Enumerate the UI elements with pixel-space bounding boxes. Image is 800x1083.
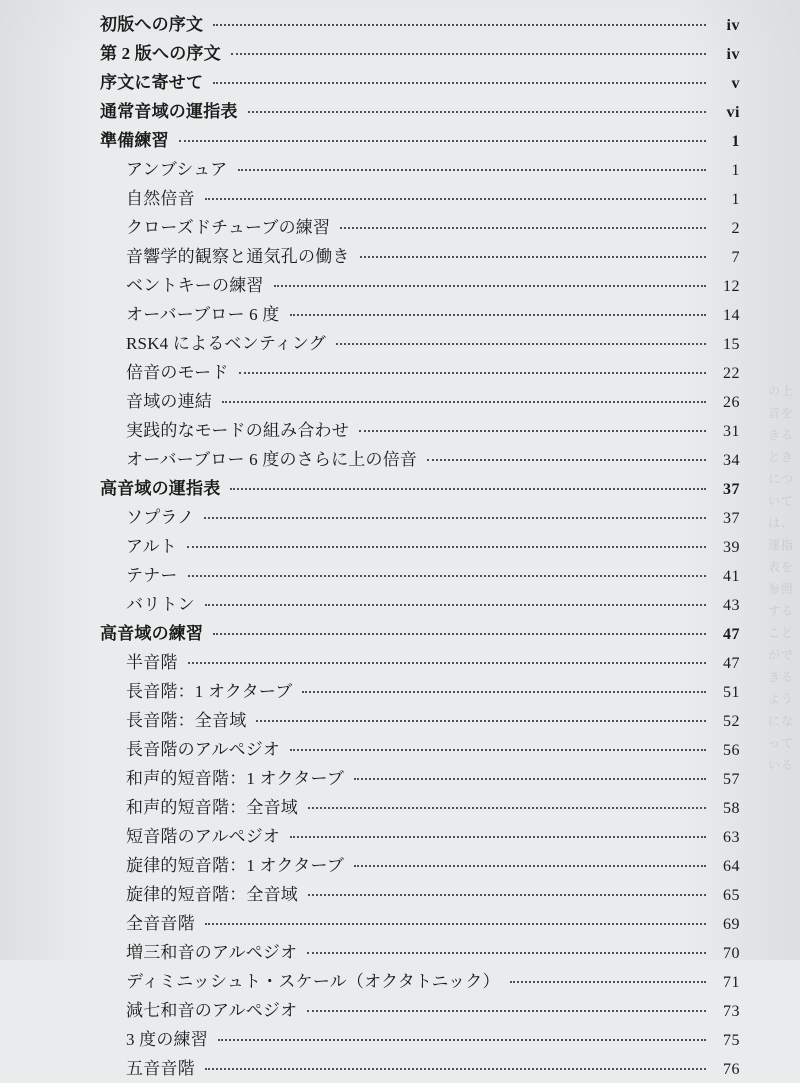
toc-page-number: v [731,75,740,92]
toc-entry-label: 和声的短音階：全音域 [126,798,298,817]
toc-entry-label: オーバーブロー 6 度 [126,305,280,324]
toc-page-number: 57 [723,771,740,788]
toc-page-number: 75 [723,1032,740,1049]
toc-entry-label: 五音音階 [126,1059,195,1078]
toc-page-number: 47 [723,626,740,643]
toc-entry[interactable] [100,503,740,532]
toc-leader-dots [213,81,706,84]
toc-page-number: 47 [723,655,740,672]
toc-page-number: 12 [723,278,740,295]
toc-entry[interactable] [100,938,740,967]
toc-leader-dots [290,835,706,838]
toc-entry-label: クローズドチューブの練習 [126,218,331,237]
bleed-through-line: きる [767,428,794,442]
toc-leader-dots [307,1009,706,1012]
toc-entry[interactable] [100,735,740,764]
toc-leader-dots [274,284,706,287]
toc-page-number: 1 [731,191,740,208]
toc-leader-dots [238,168,707,171]
toc-entry-label: ベントキーの練習 [126,276,264,295]
toc-leader-dots [188,574,706,577]
toc-page-number: iv [726,46,740,63]
toc-leader-dots [188,661,706,664]
toc-page-number: 37 [723,510,740,527]
toc-entry[interactable] [100,387,740,416]
bleed-through-line: 表を [767,560,794,574]
toc-entry-label: アルト [126,537,177,556]
toc-leader-dots [354,777,706,780]
toc-entry[interactable] [100,68,740,97]
toc-entry-label: 半音階 [126,653,178,672]
toc-page-number: 76 [723,1061,740,1078]
toc-page-number: 73 [723,1003,740,1020]
toc-leader-dots [187,545,706,548]
bleed-through-line: とき [767,450,794,464]
toc-entry-label: 自然倍音 [126,189,195,208]
toc-leader-dots [230,487,706,490]
toc-entry-label: 減七和音のアルペジオ [126,1001,298,1020]
bleed-through-line: につ [768,472,794,486]
toc-entry[interactable] [100,561,740,590]
toc-entry-label: テナー [126,566,178,585]
toc-entry-label: 長音階：1 オクターブ [126,682,293,701]
toc-page-number: 1 [731,162,740,179]
toc-page-number: 64 [723,858,740,875]
toc-entry-label: RSK4 によるベンティング [126,334,326,353]
toc-entry-label: ディミニッシュト・スケール（オクタトニック） [126,972,500,991]
toc-entry[interactable] [100,764,740,793]
toc-entry-label: ソプラノ [126,508,195,527]
toc-entry-label: 通常音域の運指表 [100,102,238,121]
toc-entry[interactable] [100,590,740,619]
toc-leader-dots [510,980,706,983]
bleed-through-line: いる [767,758,794,772]
toc-leader-dots [213,632,706,635]
toc-leader-dots [231,52,706,55]
toc-entry[interactable] [100,793,740,822]
toc-page-number: 39 [723,539,740,556]
toc-entry-label: オーバーブロー 6 度のさらに上の倍音 [126,450,418,469]
toc-entry-label: 音域の連結 [126,392,212,411]
toc-page-number: 22 [723,365,740,382]
toc-entry-label: 高音域の練習 [100,624,204,643]
toc-entry-label: 第 2 版への序文 [100,44,221,63]
toc-entry-label: 長音階のアルペジオ [126,740,281,759]
toc-leader-dots [205,603,706,606]
toc-page-number: 43 [723,597,740,614]
toc-page-number: 63 [723,829,740,846]
toc-page-number: 41 [723,568,740,585]
toc-leader-dots [308,806,706,809]
toc-page-number: 37 [723,481,740,498]
toc-entry[interactable] [100,880,740,909]
bleed-through-line: の上 [767,384,794,398]
toc-page-number: 56 [723,742,740,759]
toc-entry-label: アンブシュア [126,160,228,179]
toc-entry-label: 実践的なモードの組み合わせ [126,421,349,440]
toc-page-number: 70 [723,945,740,962]
toc-page-number: 65 [723,887,740,904]
toc-entry[interactable] [100,39,740,68]
toc-entry-label: 和声的短音階：1 オクターブ [126,769,345,788]
toc-entry-label: 増三和音のアルペジオ [126,943,298,962]
toc-leader-dots [239,371,706,374]
toc-entry[interactable] [100,532,740,561]
bleed-through-line: いて [767,494,794,508]
toc-leader-dots [308,893,706,896]
toc-leader-dots [204,516,706,519]
toc-page-number: 26 [723,394,740,411]
bleed-through-line: 音を [767,406,794,420]
toc-entry[interactable] [100,300,740,329]
toc-page-number: 69 [723,916,740,933]
bleed-through-line: がで [767,648,794,662]
toc-entry-label: 準備練習 [100,131,169,150]
toc-leader-dots [290,313,707,316]
toc-page-number: 2 [731,220,740,237]
toc-entry[interactable] [100,329,740,358]
toc-entry[interactable] [100,213,740,242]
toc-entry[interactable] [100,10,740,39]
toc-entry-label: 旋律的短音階：1 オクターブ [126,856,345,875]
toc-page-number: 1 [731,133,740,150]
toc-leader-dots [427,458,706,461]
toc-entry[interactable] [100,474,740,503]
toc-entry[interactable] [100,909,740,938]
toc-entry-label: 3 度の練習 [126,1030,208,1049]
toc-entry[interactable] [100,97,740,126]
toc-page-number: 7 [731,249,740,266]
toc-leader-dots [359,429,706,432]
toc-page-number: 51 [723,684,740,701]
bleed-through-line: 運指 [767,538,794,552]
bleed-through-line: 参照 [767,582,794,596]
toc-entry-label: 旋律的短音階：全音域 [126,885,298,904]
toc-page-number: 34 [723,452,740,469]
toc-leader-dots [222,400,706,403]
toc-entry-label: 初版への序文 [100,15,204,34]
toc-page-number: 15 [723,336,740,353]
toc-entry-label: 倍音のモード [126,363,229,382]
bleed-through-line: は、 [767,516,794,530]
toc-entry[interactable] [100,851,740,880]
toc-entry[interactable] [100,242,740,271]
toc-entry-label: 短音階のアルペジオ [126,827,281,846]
toc-entry[interactable] [100,1054,740,1083]
toc-page-number: 14 [723,307,740,324]
toc-leader-dots [307,951,706,954]
toc-leader-dots [256,719,706,722]
toc-entry[interactable] [100,619,740,648]
toc-entry-label: 長音階：全音域 [126,711,247,730]
toc-entry[interactable] [100,648,740,677]
toc-entry[interactable] [100,445,740,474]
toc-leader-dots [179,139,706,142]
bleed-through-line: って [767,736,794,750]
toc-entry[interactable] [100,967,740,996]
bleed-through-line: にな [767,714,794,728]
toc-entry[interactable] [100,996,740,1025]
toc-entry[interactable] [100,822,740,851]
toc-leader-dots [336,342,706,345]
toc-leader-dots [290,748,706,751]
toc-entry-label: 全音音階 [126,914,195,933]
toc-leader-dots [205,1067,706,1070]
toc-entry[interactable] [100,677,740,706]
bleed-through-line: よう [767,692,794,706]
toc-leader-dots [340,226,706,229]
toc-entry-label: 音響学的観察と通気孔の働き [126,247,350,266]
toc-leader-dots [354,864,706,867]
toc-entry[interactable] [100,184,740,213]
toc-page-number: 71 [723,974,740,991]
toc-entry-label: 序文に寄せて [100,73,204,92]
toc-leader-dots [205,922,706,925]
toc-entry[interactable] [100,271,740,300]
toc-page-number: 52 [723,713,740,730]
toc-leader-dots [213,23,706,26]
toc-page-number: 31 [723,423,740,440]
toc-page-number: 58 [723,800,740,817]
toc-leader-dots [205,197,706,200]
toc-entry[interactable] [100,1025,740,1054]
bleed-through-line: きる [767,670,794,684]
toc-entry[interactable] [100,155,740,184]
toc-entry-label: バリトン [126,595,195,614]
toc-leader-dots [248,110,706,113]
bleed-through-line: こと [767,626,794,640]
toc-page-number: iv [726,17,740,34]
toc-entry[interactable] [100,358,740,387]
toc-leader-dots [302,690,706,693]
toc-page-number: vi [726,104,740,121]
toc-leader-dots [360,255,706,258]
bleed-through-line: する [767,604,794,618]
toc-leader-dots [218,1038,706,1041]
toc-entry[interactable] [100,126,740,155]
toc-entry-label: 高音域の運指表 [100,479,221,498]
toc-entry[interactable] [100,416,740,445]
toc-entry[interactable] [100,706,740,735]
